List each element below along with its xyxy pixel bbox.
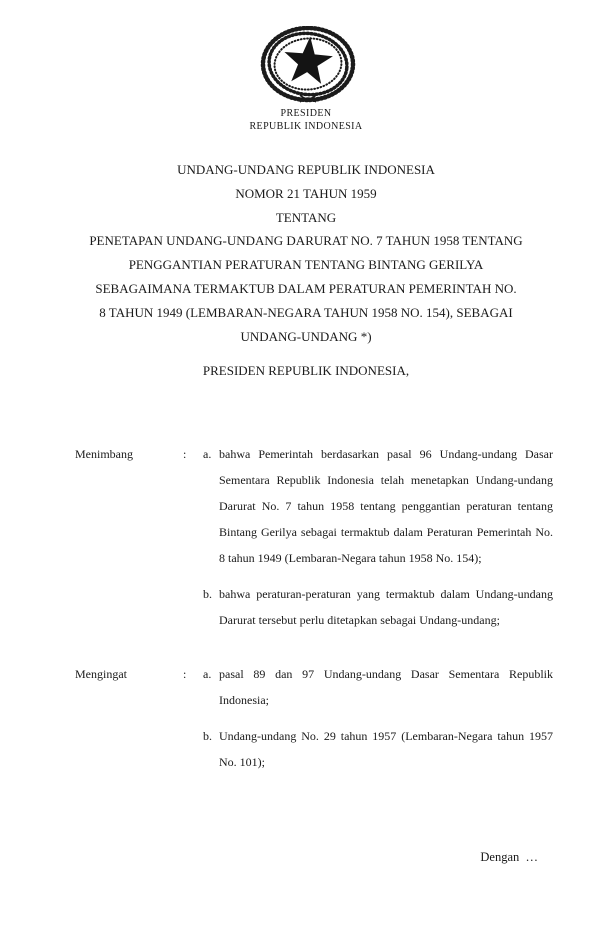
title-line: NOMOR 21 TAHUN 1959 — [235, 185, 377, 201]
menimbang-item-a — [203, 441, 555, 571]
letterhead-presiden: PRESIDEN — [280, 108, 332, 119]
title-line: UNDANG-UNDANG REPUBLIK INDONESIA — [177, 162, 435, 177]
title-line: PENETAPAN UNDANG-UNDANG DARURAT NO. 7 TAHUN 1958 TENTANG — [89, 233, 523, 249]
presidential-emblem — [259, 26, 357, 106]
menimbang-colon: : — [183, 447, 187, 461]
letterhead-republik-indonesia: REPUBLIK INDONESIA — [249, 120, 363, 132]
item-text: bahwa peraturan-peraturan yang termaktub dalam Undang-undang Darurat tersebut perlu ditetapkan sebagai Undang-undang; — [219, 587, 553, 627]
salutation-line: PRESIDEN REPUBLIK INDONESIA, — [202, 363, 410, 378]
title-line: PENGGANTIAN PERATURAN TENTANG BINTANG GERILYA — [128, 257, 484, 273]
letterhead — [0, 108, 612, 133]
mengingat-section — [75, 661, 555, 775]
catchword: Dengan … — [480, 850, 538, 864]
mengingat-item-a — [203, 661, 555, 713]
item-letter: b. — [203, 587, 212, 601]
menimbang-item-b — [203, 581, 555, 633]
item-text: bahwa Pemerintah berdasarkan pasal 96 Undang-undang Dasar Sementara Republik Indonesia telah menetapkan Undang-undang Darurat No. 7 tahun 1958 tentang penggantian peraturan tentang Bintang Gerilya sebagai termaktub dalam Peraturan Pemerintah No. 8 tahun 1949 (Lembaran-Negara tahun 1958 No. 154); — [219, 447, 553, 565]
item-text: Undang-undang No. 29 tahun 1957 (Lembaran-Negara tahun 1957 No. 101); — [219, 729, 553, 769]
mengingat-label: Mengingat — [75, 667, 127, 681]
menimbang-items — [203, 441, 555, 633]
item-text: pasal 89 dan 97 Undang-undang Dasar Sementara Republik Indonesia; — [219, 667, 553, 707]
mengingat-items — [203, 661, 555, 775]
item-letter: a. — [203, 667, 212, 681]
item-letter: a. — [203, 447, 212, 461]
menimbang-section — [75, 441, 555, 633]
title-line: UNDANG-UNDANG *) — [240, 328, 372, 344]
document-title — [0, 158, 612, 348]
star-wreath-emblem-icon — [259, 26, 357, 106]
mengingat-colon: : — [183, 667, 187, 681]
menimbang-label: Menimbang — [75, 447, 133, 461]
title-line: 8 TAHUN 1949 (LEMBARAN-NEGARA TAHUN 1958 NO. 154), SEBAGAI — [99, 304, 513, 320]
mengingat-item-b — [203, 723, 555, 775]
title-line: TENTANG — [275, 209, 337, 225]
title-line: SEBAGAIMANA TERMAKTUB DALAM PERATURAN PEMERINTAH NO. — [95, 280, 517, 296]
item-letter: b. — [203, 729, 212, 743]
